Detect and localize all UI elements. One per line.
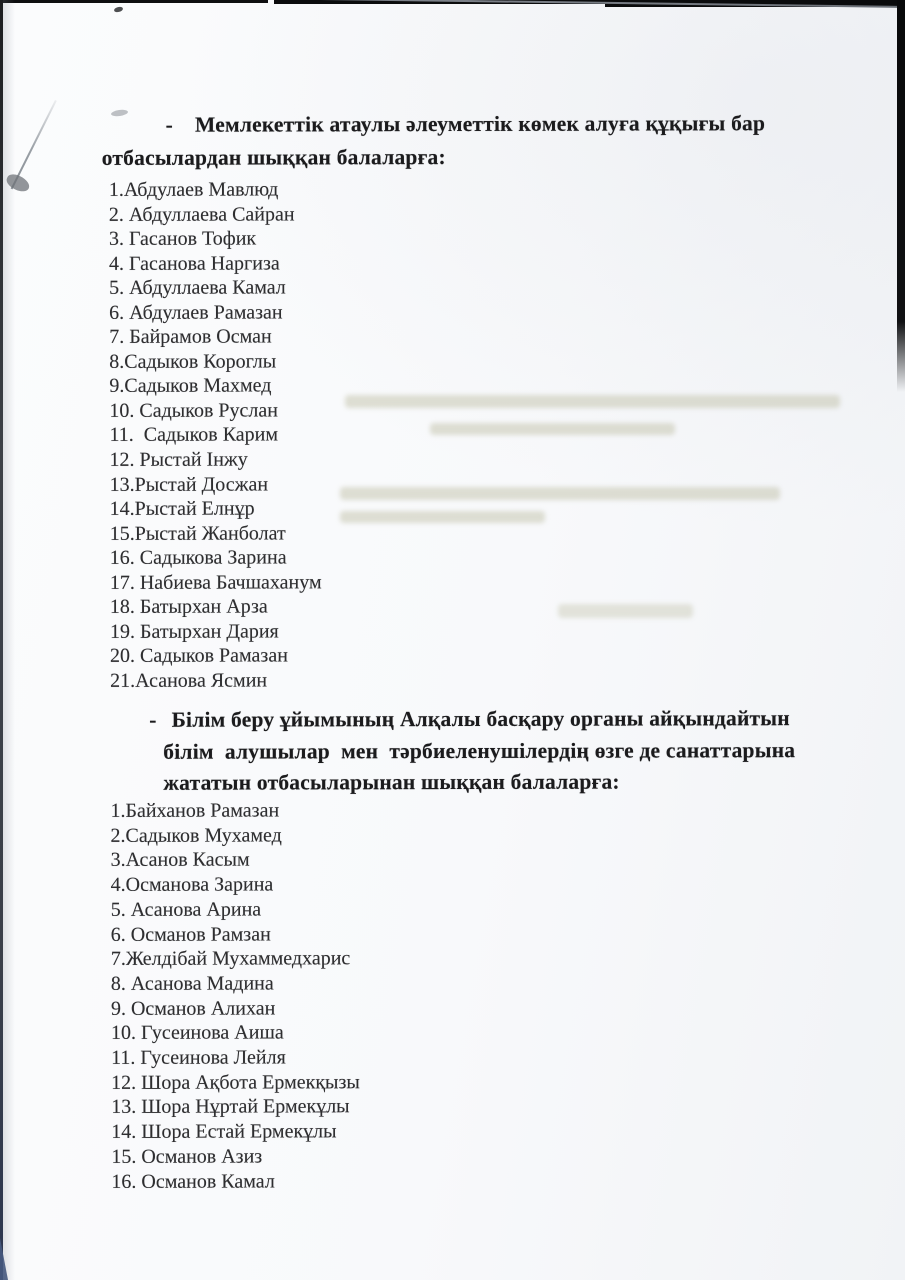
list-item: 14.Рыстай Елнұр [109, 497, 255, 521]
list-item: 5. Асанова Арина [110, 898, 262, 921]
list-item: 3.Асанов Касым [110, 848, 250, 872]
list-item: 9. Османов Алихан [110, 997, 276, 1020]
list-item: 4.Османова Зарина [110, 873, 274, 897]
list-item: 16. Османов Камал [111, 1170, 275, 1193]
list-item: 12. Рыстай Інжу [109, 448, 248, 471]
list-item: 2. Абдуллаева Сайран [108, 202, 295, 226]
list-item: 15.Рыстай Жанболат [109, 522, 286, 545]
heading-line: білім алушылар мен тәрбиеленушілердің өзге де санаттарына [163, 737, 796, 764]
list-item: 1.Байханов Рамазан [110, 799, 280, 822]
list-item: 13.Рыстай Досжан [109, 473, 269, 496]
list-item: 11. Гусеинова Лейля [111, 1046, 286, 1069]
list-item: 17. Набиева Бачшаханум [109, 571, 322, 594]
list-item: 6. Абдулаев Рамазан [109, 301, 283, 324]
list-item: 7.Желдібай Мухаммедхарис [110, 947, 351, 971]
list-item: 20. Садыков Рамазан [110, 644, 288, 668]
heading-text: Білім беру ұйымының Алқалы басқару органы айқындайтын [171, 706, 790, 732]
list-item: 14. Шора Естай Ермекұлы [111, 1120, 337, 1144]
list-item: 12. Шора Ақбота Ермекқызы [111, 1070, 360, 1094]
list-item: 8.Садыков Короглы [109, 350, 277, 373]
section-name-list [109, 177, 322, 693]
section-heading [102, 107, 822, 174]
list-item: 2.Садыков Мухамед [110, 824, 282, 847]
list-item: 6. Османов Рамзан [110, 922, 271, 946]
list-item: 4. Гасанова Наргиза [108, 252, 280, 275]
list-item: 1.Абдулаев Мавлюд [108, 178, 279, 201]
section-name-list [110, 798, 360, 1194]
heading-line [103, 703, 823, 736]
heading-text: Мемлекеттік атаулы әлеуметтік көмек алуға құқығы бар [194, 111, 766, 137]
list-item: 8. Асанова Мадина [110, 972, 274, 995]
list-item: 7. Байрамов Осман [109, 325, 272, 349]
list-item: 19. Батырхан Дария [109, 620, 279, 643]
list-item: 10. Садыков Руслан [109, 399, 278, 422]
list-item: 21.Асанова Ясмин [110, 669, 268, 692]
list-item: 18. Батырхан Арза [109, 595, 268, 619]
list-item: 9.Садыков Махмед [109, 374, 272, 398]
bullet-dash: - [165, 112, 174, 137]
list-item: 13. Шора Нұртай Ермекұлы [111, 1095, 350, 1119]
list-item: 16. Садыкова Зарина [109, 546, 287, 570]
list-item: 3. Гасанов Тофик [108, 227, 257, 250]
list-item: 5. Абдуллаева Камал [109, 276, 286, 300]
list-item: 11. Садыков Карим [109, 423, 279, 447]
section-heading [103, 703, 823, 799]
list-item: 10. Гусеинова Аиша [110, 1021, 284, 1045]
heading-line [102, 107, 822, 141]
heading-line: жататын отбасыларынан шыққан балаларға: [163, 769, 620, 795]
bullet-dash: - [149, 707, 157, 732]
heading-line: отбасылардан шыққан балаларға: [101, 144, 446, 170]
list-item: 15. Османов Азиз [111, 1145, 263, 1168]
